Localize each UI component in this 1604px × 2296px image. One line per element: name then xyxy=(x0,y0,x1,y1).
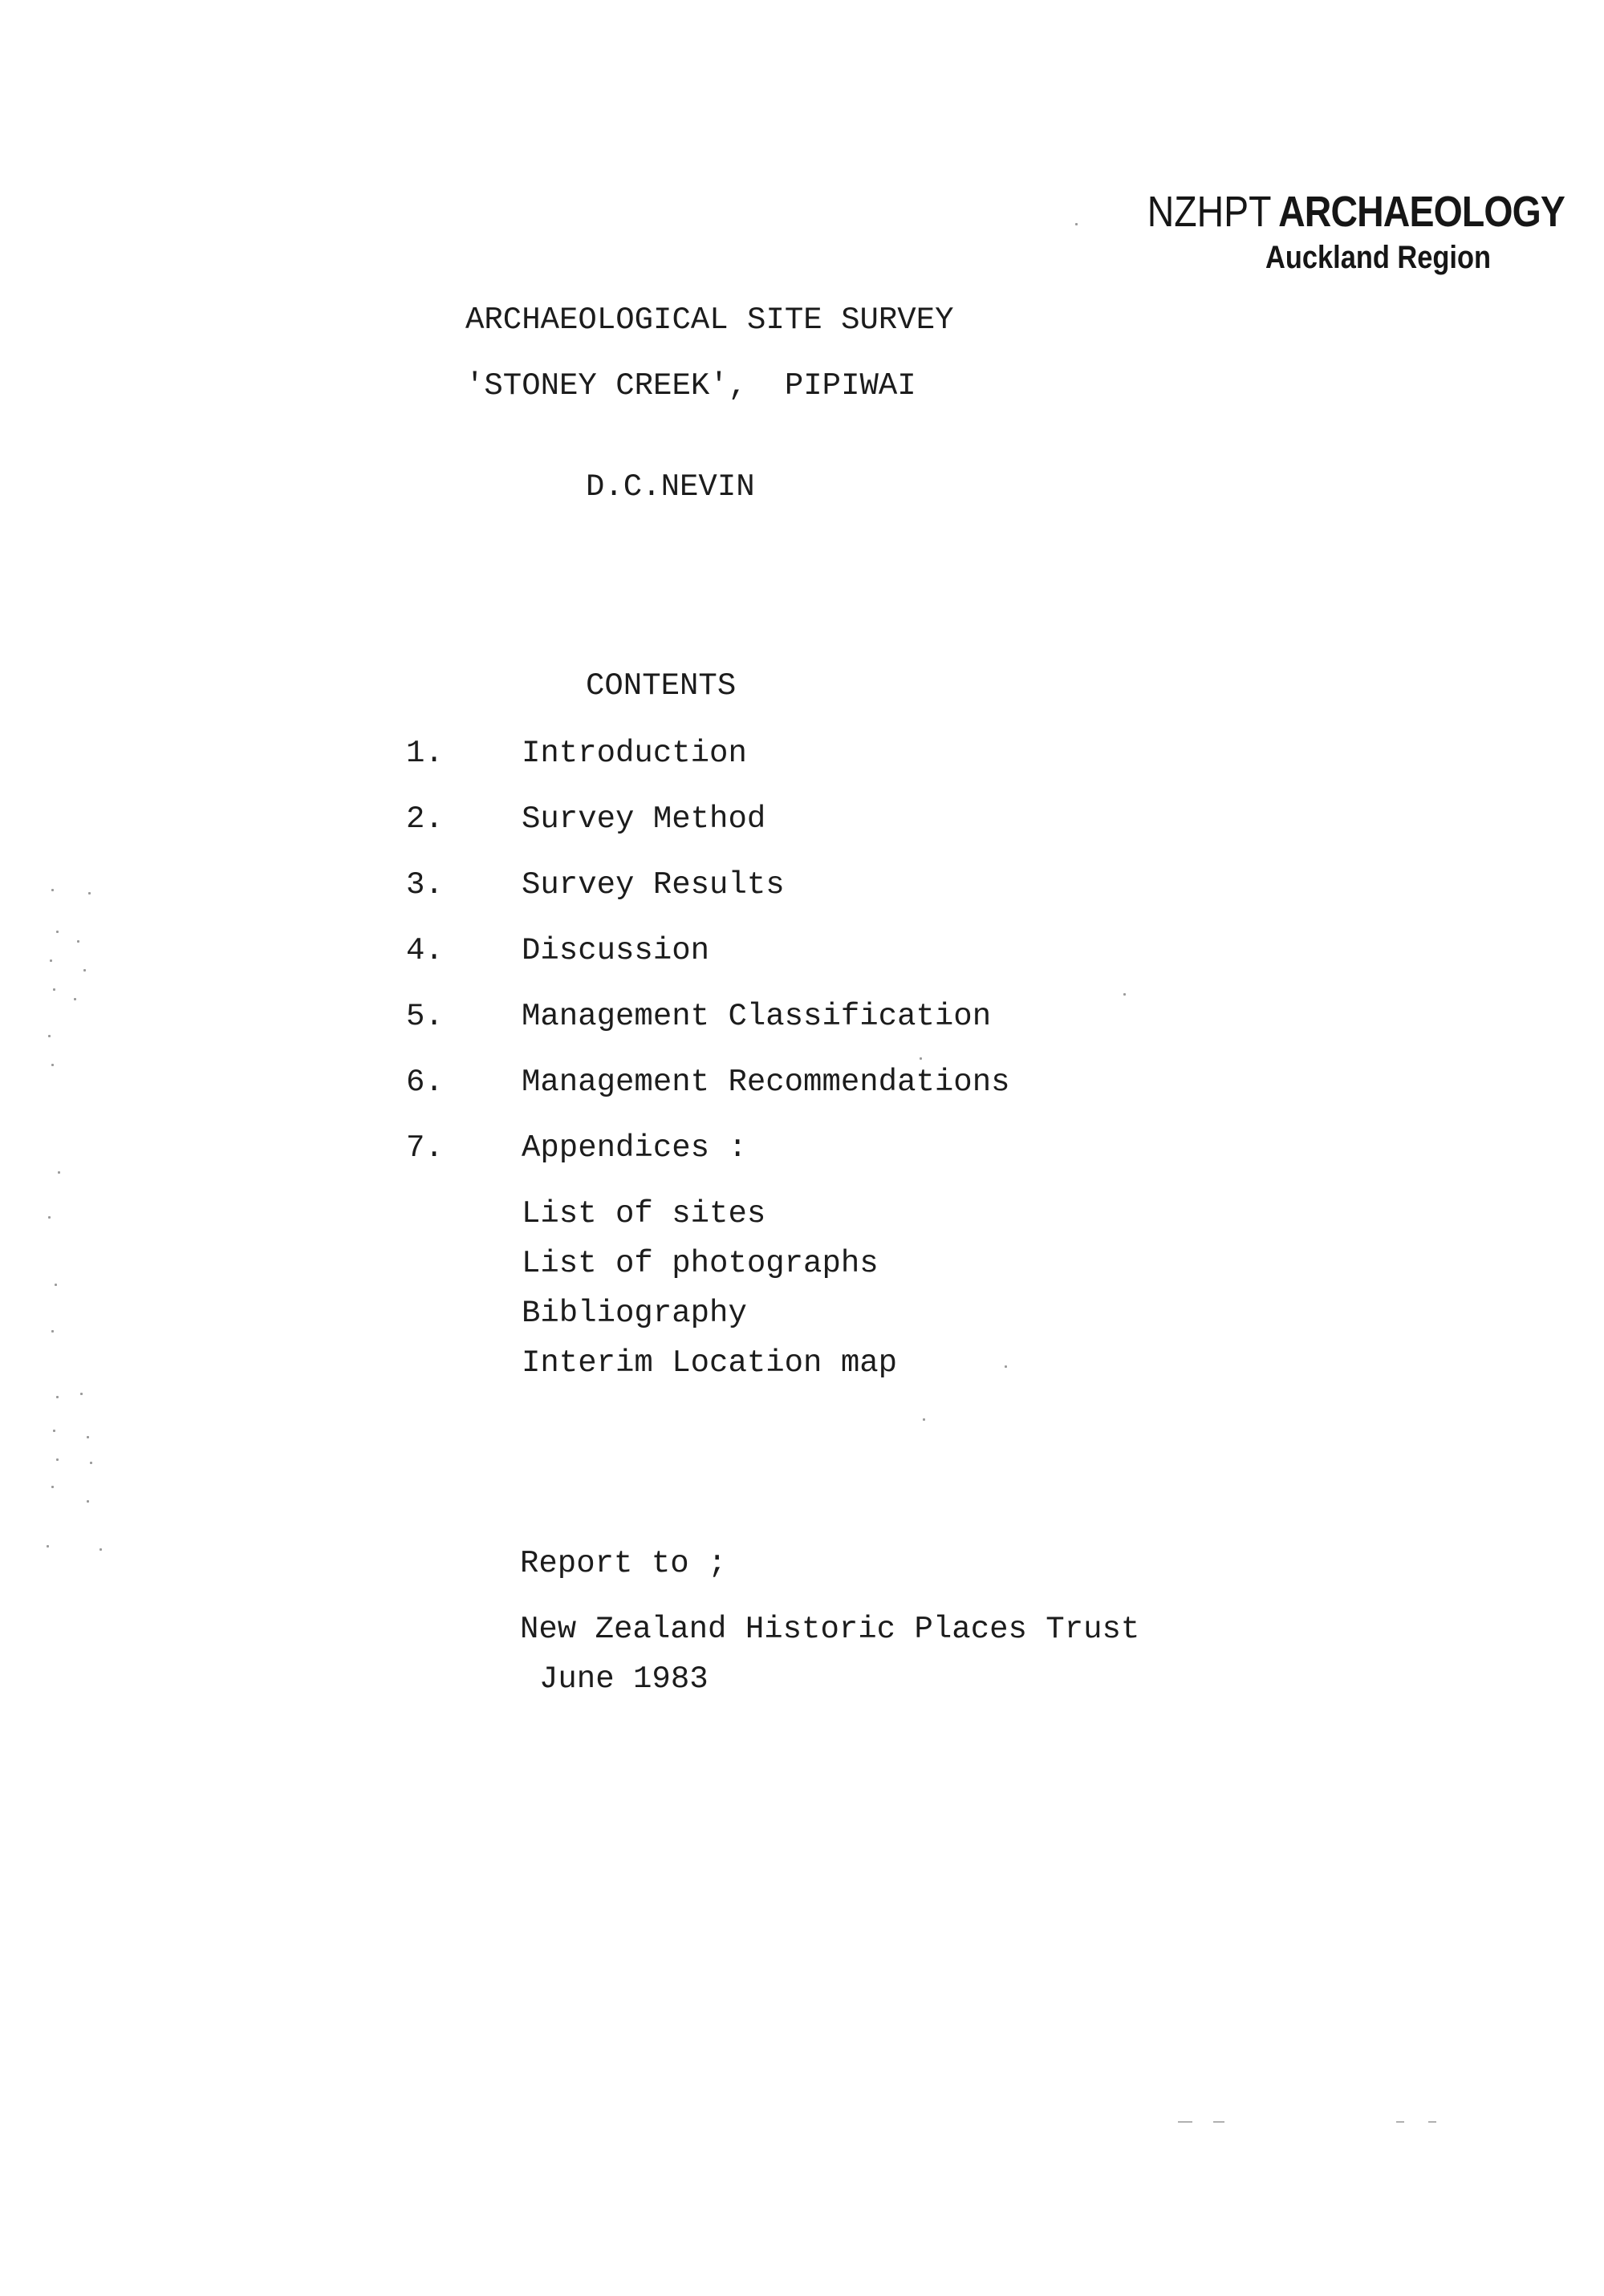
appendix-item: List of sites xyxy=(522,1196,766,1231)
stamp-prefix: NZHPT xyxy=(1147,188,1272,236)
contents-item-number: 1. xyxy=(406,736,444,771)
report-recipient: New Zealand Historic Places Trust xyxy=(520,1612,1140,1647)
contents-item-label: Management Classification xyxy=(522,999,992,1034)
contents-item-number: 3. xyxy=(406,867,444,903)
contents-item-label: Survey Method xyxy=(522,801,766,837)
stamp-region: Auckland Region xyxy=(1265,240,1491,275)
report-label: Report to ; xyxy=(520,1546,727,1581)
document-subtitle: 'STONEY CREEK', PIPIWAI xyxy=(465,368,916,404)
document-author: D.C.NEVIN xyxy=(586,469,755,505)
contents-item-label: Discussion xyxy=(522,933,710,968)
archive-stamp xyxy=(1067,186,1565,278)
appendix-item: List of photographs xyxy=(522,1246,879,1281)
contents-item-label: Survey Results xyxy=(522,867,785,903)
stamp-title-line xyxy=(1137,186,1565,237)
contents-item-number: 2. xyxy=(406,801,444,837)
contents-item-number: 4. xyxy=(406,933,444,968)
contents-item-number: 7. xyxy=(406,1130,444,1166)
document-title: ARCHAEOLOGICAL SITE SURVEY xyxy=(465,302,954,338)
stamp-title: ARCHAEOLOGY xyxy=(1278,188,1565,236)
contents-item-label: Introduction xyxy=(522,736,747,771)
appendix-item: Interim Location map xyxy=(522,1345,898,1381)
contents-item-label: Appendices : xyxy=(522,1130,747,1166)
contents-item-number: 6. xyxy=(406,1065,444,1100)
appendix-item: Bibliography xyxy=(522,1296,747,1331)
contents-heading: CONTENTS xyxy=(586,668,737,704)
contents-item-label: Management Recommendations xyxy=(522,1065,1010,1100)
contents-item-number: 5. xyxy=(406,999,444,1034)
report-date: June 1983 xyxy=(539,1661,709,1697)
